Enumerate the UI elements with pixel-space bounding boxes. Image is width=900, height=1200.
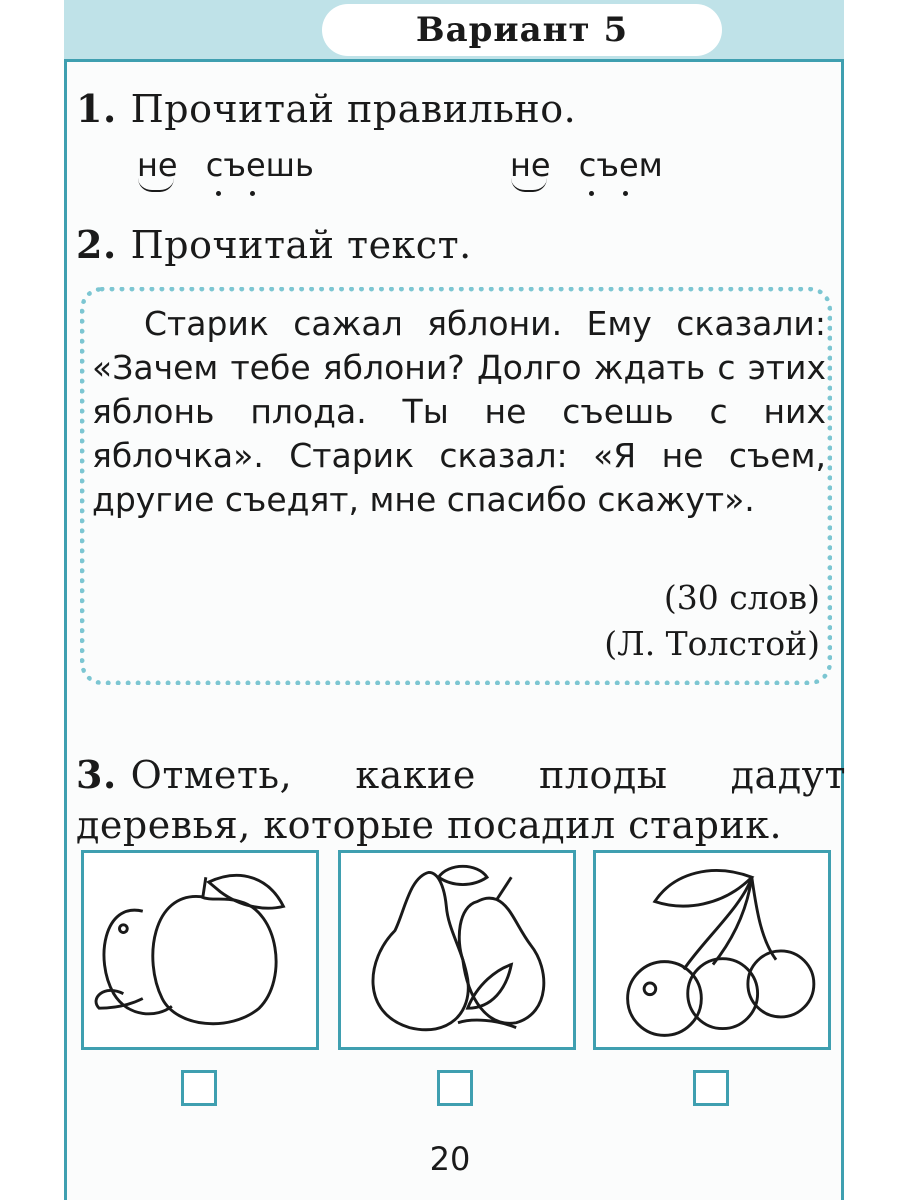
variant-title: Вариант 5 bbox=[322, 4, 722, 56]
word-pair-1 bbox=[137, 146, 332, 184]
task-3-text: Отметь, какие плоды дадут деревья, которые посадил старик. bbox=[76, 753, 846, 847]
story-paragraph: Старик сажал яблони. Ему сказали: «Зачем тебе яблони? Долго ждать с этих яблонь плода. Ты не съешь с них яблочка». Старик сказал: «Я не съем, другие съедят, мне спасибо скажут». bbox=[92, 304, 826, 519]
word-pair-2 bbox=[510, 146, 681, 184]
task-1-number: 1. bbox=[76, 86, 117, 131]
cherry-picture bbox=[593, 850, 831, 1050]
stress-dot bbox=[589, 191, 594, 196]
apple-picture bbox=[81, 850, 319, 1050]
stress-dot bbox=[250, 191, 255, 196]
word-ne: не bbox=[137, 146, 178, 184]
task-2-text: Прочитай текст. bbox=[130, 223, 472, 267]
task-3 bbox=[76, 750, 846, 850]
task-3-number: 3. bbox=[76, 752, 117, 797]
cherry-icon bbox=[596, 853, 828, 1047]
page-number: 20 bbox=[429, 1140, 471, 1178]
task-1-text: Прочитай правильно. bbox=[130, 87, 577, 131]
word-ne: не bbox=[510, 146, 551, 184]
word-sem: съем bbox=[579, 146, 663, 184]
answer-checkbox-apple[interactable] bbox=[181, 1070, 217, 1106]
task-1 bbox=[76, 86, 576, 131]
task-2-number: 2. bbox=[76, 222, 117, 267]
task-2 bbox=[76, 222, 472, 267]
header-band bbox=[64, 0, 844, 62]
reading-text bbox=[92, 302, 826, 522]
stress-dot bbox=[623, 191, 628, 196]
pear-icon bbox=[341, 853, 573, 1047]
word-count: (30 слов) bbox=[663, 578, 820, 617]
stress-dot bbox=[216, 191, 221, 196]
author: (Л. Толстой) bbox=[604, 624, 820, 663]
answer-checkbox-pear[interactable] bbox=[437, 1070, 473, 1106]
word-seshsh: съешь bbox=[206, 146, 314, 184]
answer-checkbox-cherry[interactable] bbox=[693, 1070, 729, 1106]
pear-picture bbox=[338, 850, 576, 1050]
apple-icon bbox=[84, 853, 316, 1047]
